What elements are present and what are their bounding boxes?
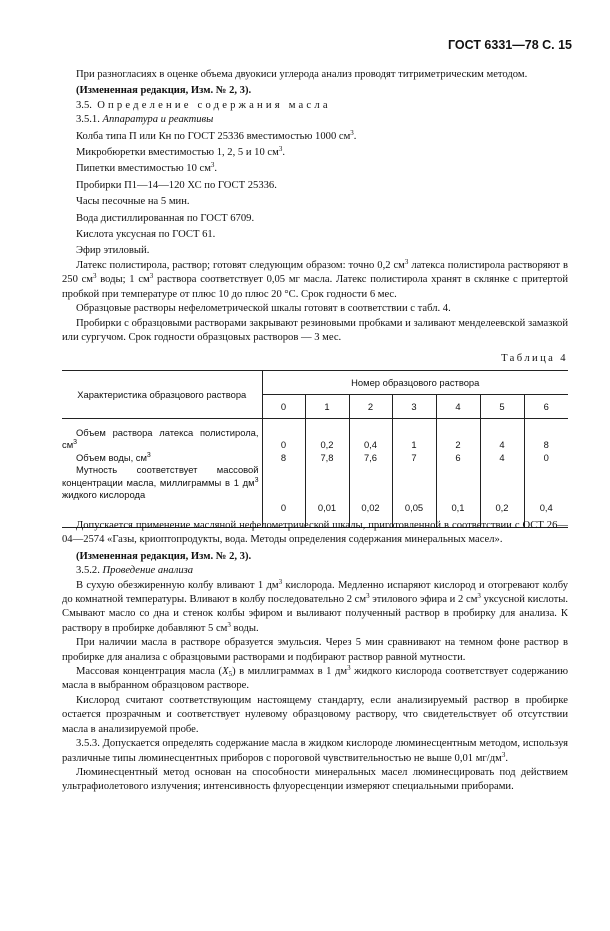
solution-number: 4 xyxy=(436,395,480,419)
procedure-text: уксусной кислоты. Смывают масло со дна и стенок колбы эфиром и выливают полученный раствор в пробирку для анализа. К раствору в пробирке добавляют 5 см xyxy=(62,594,568,634)
equipment-item xyxy=(62,179,568,193)
group-header: Номер образцового раствора xyxy=(262,371,568,395)
table-cell: 0 xyxy=(543,451,549,463)
table-cell: 2 xyxy=(436,419,480,452)
row-label-text: жидкого кислорода xyxy=(62,489,146,501)
table-cell: 1 xyxy=(392,419,436,452)
row-label xyxy=(62,452,262,464)
paragraph-disagreement: При разногласиях в оценке объема двуокиси углерода анализ проводят титриметрическим методом. xyxy=(76,69,528,80)
superscript: 3 xyxy=(278,145,283,154)
procedure-text: В сухую обезжиренную колбу вливают 1 дм xyxy=(76,579,279,591)
section-3-5-1 xyxy=(62,113,568,127)
paragraph-luminescent: Люминесцентный метод основан на способности минеральных масел люминесцировать под действием ультрафиолетового излучения; интенсивность флуоресценции измеряют специальными приборами. xyxy=(62,766,568,793)
equipment-item xyxy=(62,162,568,176)
table-cell: 6 xyxy=(436,452,480,464)
table-cell: 4 xyxy=(480,419,524,452)
upper-text-block xyxy=(62,68,568,345)
table-cell: 0 xyxy=(262,419,305,452)
equipment-text: Кислота уксусная по ГОСТ 61. xyxy=(76,229,216,241)
table-cell: 7,8 xyxy=(305,452,349,464)
paragraph-mass-concentration xyxy=(62,665,568,694)
section-number: 3.5. xyxy=(76,99,92,111)
procedure-text: воды. xyxy=(230,622,259,634)
equipment-item xyxy=(62,195,568,209)
section-title: Проведение анализа xyxy=(102,565,194,577)
section-3-5 xyxy=(62,99,568,113)
equipment-text: Микробюретки вместимостью 1, 2, 5 и 10 см xyxy=(76,147,279,159)
equipment-item xyxy=(62,146,568,160)
lower-text-block xyxy=(62,519,568,795)
row-label-text: Мутность соответствует массовой концентрации масла, миллиграммы в 1 дм xyxy=(62,464,259,488)
paragraph-3-5-3 xyxy=(62,737,568,766)
solution-number: 5 xyxy=(480,395,524,419)
variable-x: X xyxy=(222,666,229,678)
solution-number: 3 xyxy=(392,395,436,419)
table-cell: 7 xyxy=(392,452,436,464)
table-cell: 8 xyxy=(543,439,549,450)
section-title: Аппаратура и реактивы xyxy=(102,114,214,126)
latex-text: воды; 1 см xyxy=(96,274,150,286)
mass-text: ) в миллиграммах в 1 дм xyxy=(232,666,348,678)
table-cell: 0,2 xyxy=(305,419,349,452)
superscript: 3 xyxy=(350,128,354,137)
superscript: 3 xyxy=(254,476,259,484)
latex-text: латекса полистирола растворяют в 250 см xyxy=(62,259,568,286)
table-cell: 4 xyxy=(480,452,524,464)
section-number: 3.5.1. xyxy=(76,114,100,126)
superscript: 3 xyxy=(366,592,370,601)
page-header: ГОСТ 6331—78 С. 15 xyxy=(447,38,572,52)
superscript: 3 xyxy=(477,592,481,601)
table-4 xyxy=(62,370,568,528)
table-cell: 0,4 xyxy=(524,464,568,528)
mass-text: Массовая концентрация масла ( xyxy=(76,666,223,678)
paragraph-allow: Допускается применение масляной нефелометрической шкалы, приготовленной в соответствии с ОСТ 26—04—2574 «Газы, криоптопродукты, вода. Методы определения содержания минеральных масел». xyxy=(62,520,568,546)
solution-number: 2 xyxy=(349,395,392,419)
section-3-5-2 xyxy=(62,564,568,578)
superscript: 3 xyxy=(146,451,151,459)
equipment-text: . xyxy=(353,130,357,142)
solution-number: 0 xyxy=(262,395,305,419)
column-header: Характеристика образцового раствора xyxy=(62,371,262,419)
paragraph-tubes: Пробирки с образцовыми растворами закрывают резиновыми пробками и заливают менделеевской замазкой или сургучом. Срок годности образцовых растворов — 3 мес. xyxy=(62,317,568,343)
superscript: 3 xyxy=(501,750,506,759)
section-title: Определение содержания масла xyxy=(97,99,331,111)
equipment-text: Колба типа П или Кн по ГОСТ 25336 вместимостью 1000 см xyxy=(76,130,351,142)
subscript: 5 xyxy=(228,670,233,679)
superscript: 3 xyxy=(404,257,409,266)
table-cell: 0,02 xyxy=(349,464,392,528)
luminescent-text: . xyxy=(505,752,508,764)
table-cell: 0,2 xyxy=(480,464,524,528)
table-caption: Таблица 4 xyxy=(501,353,568,364)
equipment-text: Эфир этиловый. xyxy=(76,245,150,257)
superscript: 3 xyxy=(210,161,215,170)
procedure-text: этилового эфира и 2 см xyxy=(369,594,478,606)
equipment-text: Часы песочные на 5 мин. xyxy=(76,196,190,208)
superscript: 3 xyxy=(73,439,78,447)
equipment-text: Пипетки вместимостью 10 см xyxy=(76,163,211,175)
paragraph-scale: Образцовые растворы нефелометрической шкалы готовят в соответствии с табл. 4. xyxy=(76,303,451,315)
solution-number: 1 xyxy=(305,395,349,419)
table-cell: 0 xyxy=(262,464,305,528)
amendment-note: (Измененная редакция, Изм. № 2, 3). xyxy=(76,550,252,562)
mass-text: жидкого кислорода соответствует содержанию масла в выбранном образцовом растворе. xyxy=(62,666,569,692)
equipment-item xyxy=(62,228,568,242)
paragraph-emulsion: При наличии масла в растворе образуется эмульсия. Через 5 мин сравнивают на темном фоне раствор в пробирке для анализа с образцовыми растворами и подбирают раствор равной мутности. xyxy=(62,637,568,663)
table-cell: 7,6 xyxy=(349,452,392,464)
superscript: 3 xyxy=(347,664,351,673)
table-cell: 0,05 xyxy=(392,464,436,528)
paragraph-latex xyxy=(62,259,568,302)
equipment-text: . xyxy=(214,163,218,175)
latex-text: Латекс полистирола, раствор; готовят следующим образом: точно 0,2 см xyxy=(76,259,405,271)
row-label-text: Объем воды, см xyxy=(76,451,147,463)
row-label xyxy=(62,419,262,452)
paragraph-oxygen: Кислород считают соответствующим настоящему стандарту, если анализируемый раствор в пробирке остается прозрачным и соответствует нулевому образцовому раствору, что свидетельствует об отсутствии масла в анализируемой пробе. xyxy=(62,694,568,735)
equipment-item xyxy=(62,130,568,144)
superscript: 3 xyxy=(278,577,283,586)
latex-text: раствора соответствует 0,05 мг масла. Латекс полистирола хранят в склянке с притертой пробкой при температуре от плюс 10 до плюс 20 °С. Срок годности 6 мес. xyxy=(62,274,568,300)
superscript: 3 xyxy=(227,620,231,629)
table-row xyxy=(62,419,568,452)
table-cell: 0,4 xyxy=(349,419,392,452)
row-label-text: Объем раствора латекса полистирола, см xyxy=(62,427,259,451)
table-cell: 0,01 xyxy=(305,464,349,528)
equipment-item xyxy=(62,212,568,226)
luminescent-text: 3.5.3. Допускается определять содержание масла в жидком кислороде люминесцентным методом, используя различные типы люминесцентных приборов с пороговой чувствительностью не выше 0,01 мг/дм xyxy=(62,738,568,764)
amendment-note: (Измененная редакция, Изм. № 2, 3). xyxy=(76,85,252,97)
equipment-item xyxy=(62,244,568,258)
superscript: 3 xyxy=(149,272,154,281)
equipment-text: Вода дистиллированная по ГОСТ 6709. xyxy=(76,212,255,224)
table-row xyxy=(62,452,568,464)
superscript: 3 xyxy=(93,272,97,281)
solution-number: 6 xyxy=(524,395,568,419)
paragraph-procedure xyxy=(62,579,568,637)
equipment-text: Пробирки П1—14—120 ХС по ГОСТ 25336. xyxy=(76,179,277,191)
table-header-row xyxy=(62,371,568,395)
table-cell: 8 xyxy=(262,452,305,464)
procedure-text: кислорода. Медленно испаряют кислород и отогревают колбу до комнатной температуры. Вливают в колбу последовательно 2 см xyxy=(62,579,568,606)
equipment-text: . xyxy=(282,147,285,159)
section-number: 3.5.2. xyxy=(76,565,100,577)
table-cell: 0,1 xyxy=(436,464,480,528)
